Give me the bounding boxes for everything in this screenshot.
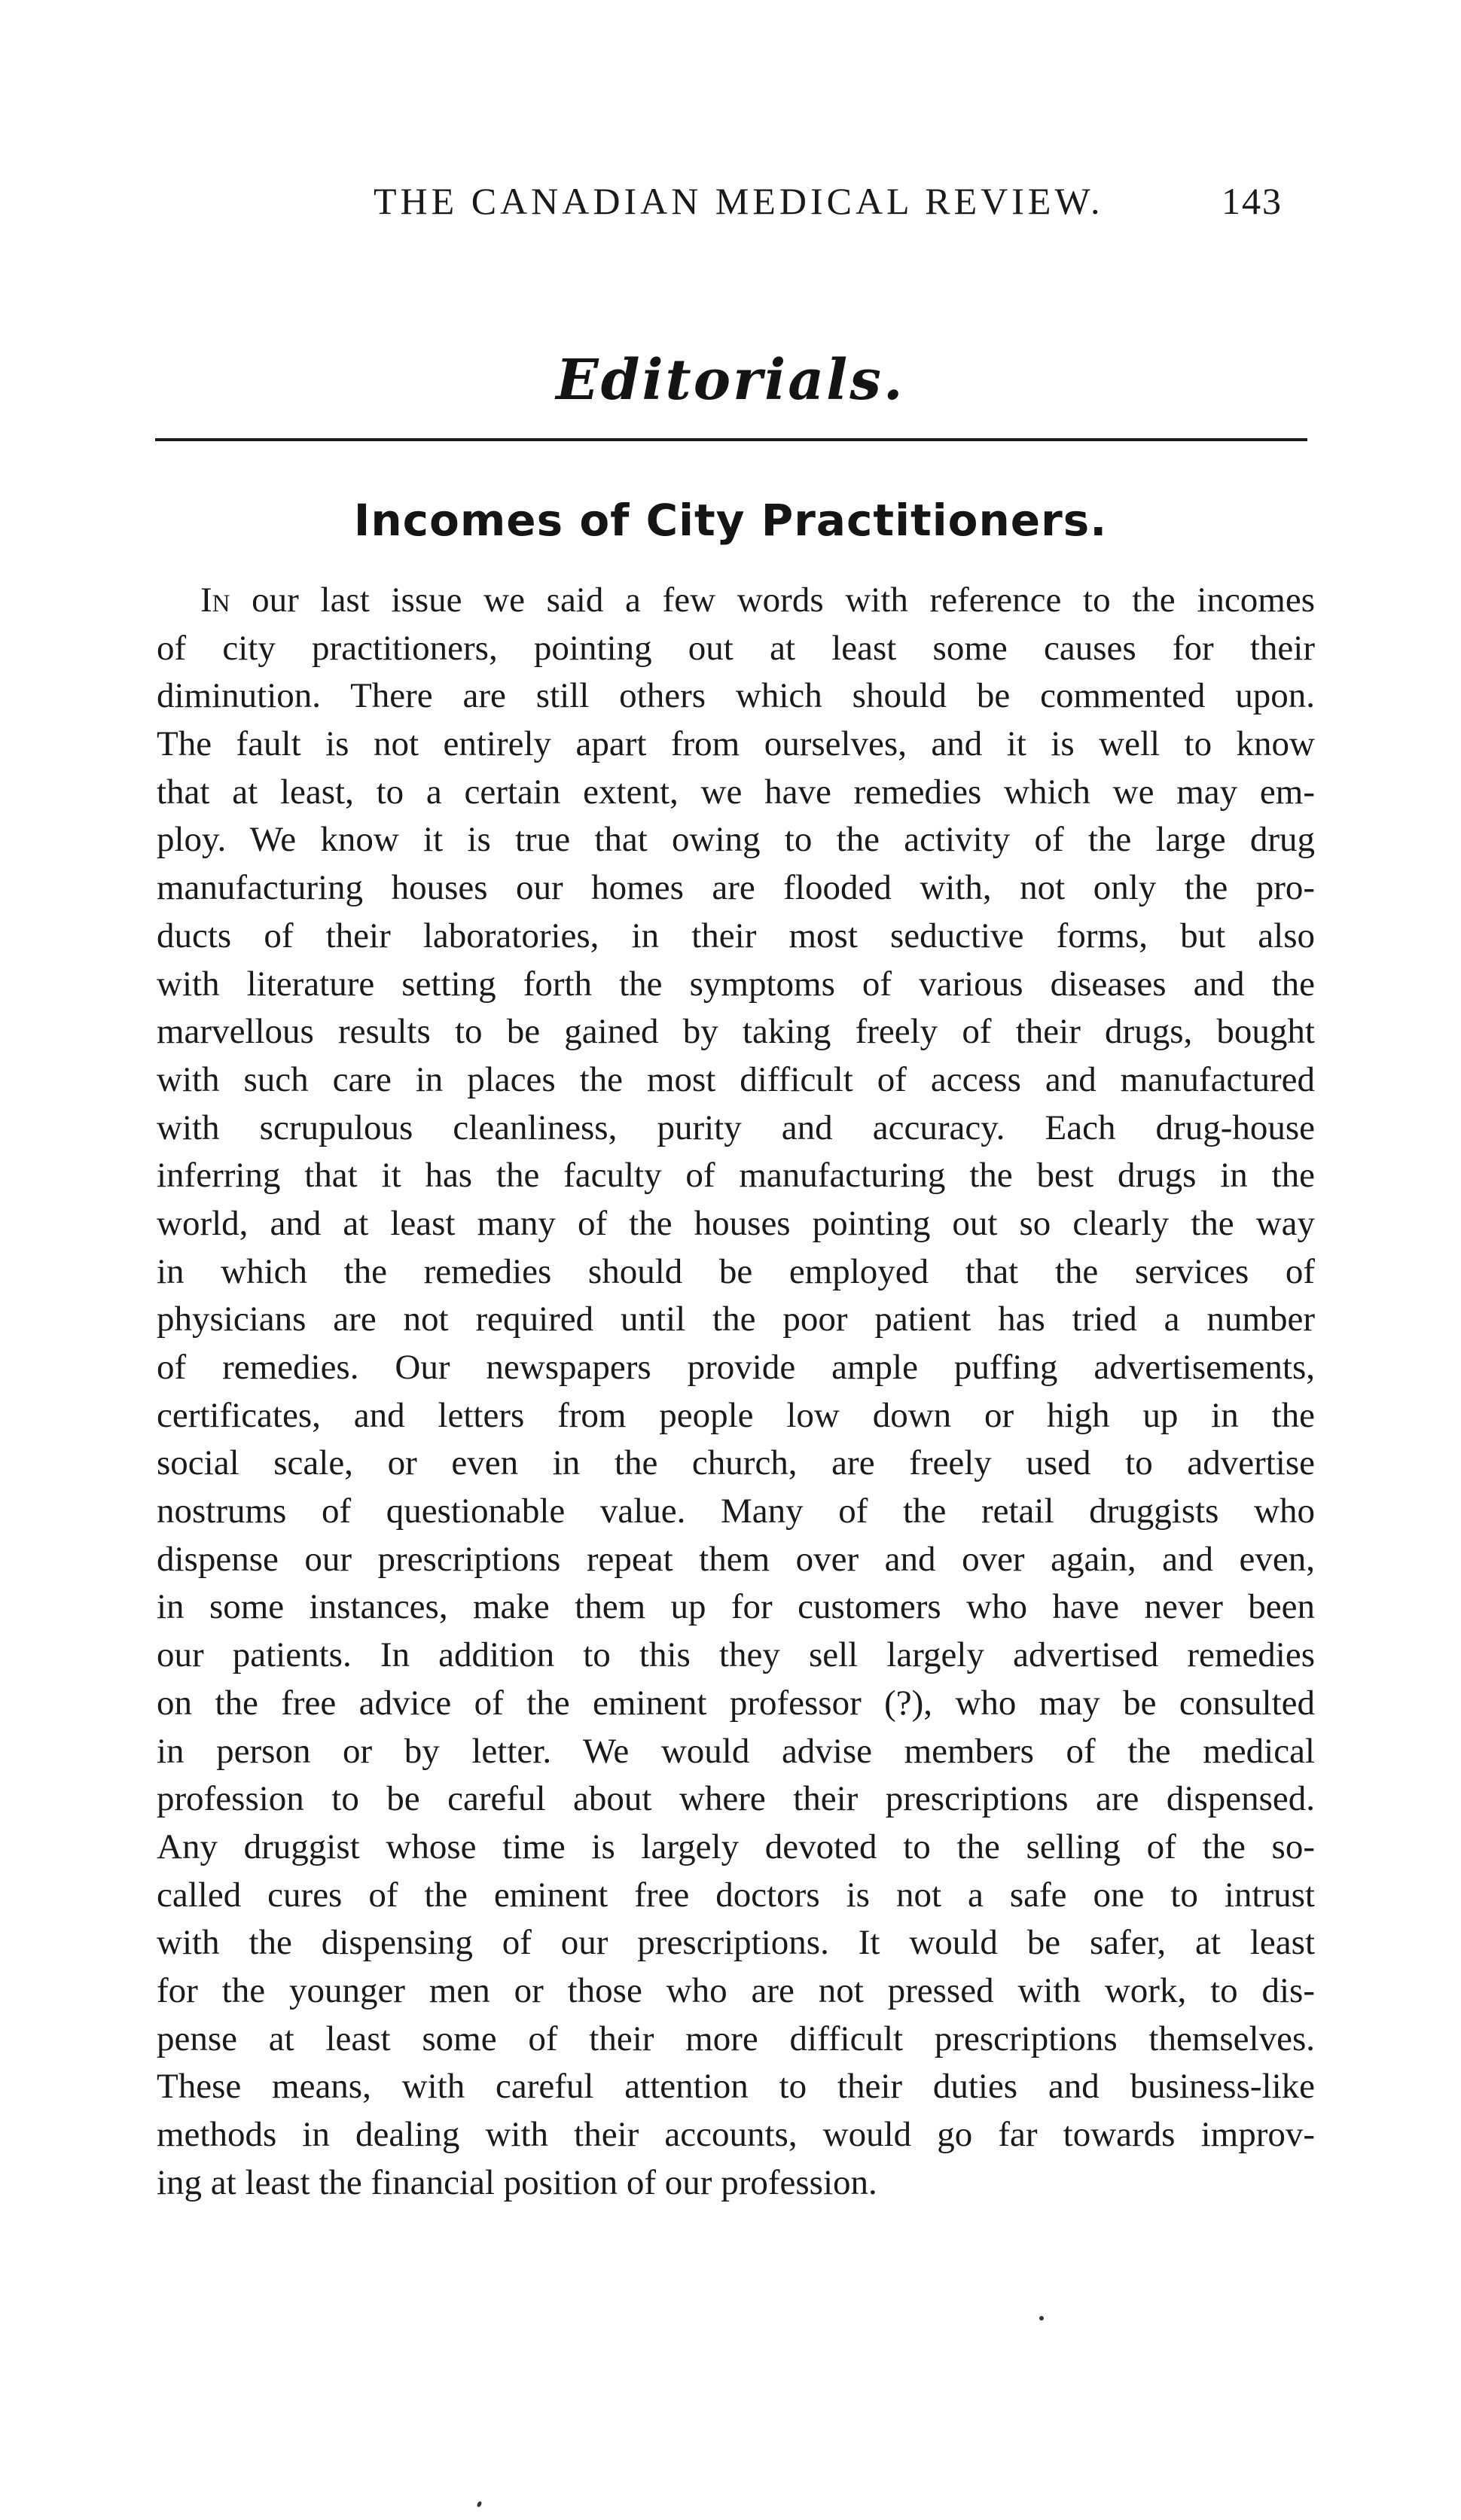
body-line: inferring that it has the faculty of manufacturing the best drugs in the: [157, 1156, 1315, 1196]
body-line: manufacturing houses our homes are flooded with, not only the pro-: [157, 868, 1315, 908]
body-line: These means, with careful attention to their duties and business-like: [157, 2067, 1315, 2107]
body-line: [157, 577, 1315, 625]
body-line: pense at least some of their more difficult prescriptions themselves.: [157, 2019, 1315, 2058]
body-line: with literature setting forth the symptoms of various diseases and the: [157, 964, 1315, 1004]
body-line: in which the remedies should be employed that the services of: [157, 1251, 1315, 1291]
body-line: world, and at least many of the houses pointing out so clearly the way: [157, 1203, 1315, 1243]
running-head: [0, 175, 1461, 227]
body-line: of city practitioners, pointing out at least some causes for their: [157, 628, 1315, 668]
body-line: ing at least the financial position of our profession.: [157, 2162, 877, 2202]
section-title: Editorials.: [556, 348, 905, 413]
body-line: methods in dealing with their accounts, would go far towards improv-: [157, 2115, 1315, 2154]
article-body: [157, 577, 1315, 2207]
dropcap-word: In: [200, 580, 230, 620]
body-line: The fault is not entirely apart from ourselves, and it is well to know: [157, 724, 1315, 764]
body-line: on the free advice of the eminent professor (?), who may be consulted: [157, 1683, 1315, 1723]
body-line: of remedies. Our newspapers provide ample puffing advertisements,: [157, 1348, 1315, 1387]
body-line: with scrupulous cleanliness, purity and accuracy. Each drug-house: [157, 1108, 1315, 1147]
body-line: with such care in places the most difficult of access and manufactured: [157, 1059, 1315, 1099]
body-line: that at least, to a certain extent, we have remedies which we may em-: [157, 772, 1315, 812]
body-line: Any druggist whose time is largely devoted to the selling of the so-: [157, 1827, 1315, 1866]
body-line: in person or by letter. We would advise members of the medical: [157, 1731, 1315, 1771]
body-line: profession to be careful about where their prescriptions are dispensed.: [157, 1779, 1315, 1819]
body-line: physicians are not required until the poor patient has tried a number: [157, 1300, 1315, 1339]
body-line: called cures of the eminent free doctors is not a safe one to intrust: [157, 1875, 1315, 1915]
body-line: with the dispensing of our prescriptions. It would be safer, at least: [157, 1923, 1315, 1963]
page-number: 143: [1222, 180, 1283, 222]
body-line: for the younger men or those who are not pressed with work, to dis-: [157, 1970, 1315, 2010]
body-line: dispense our prescriptions repeat them over and over again, and even,: [157, 1539, 1315, 1579]
stray-ink-dot: [1039, 2316, 1044, 2320]
first-line-text: our last issue we said a few words with reference to the incomes: [230, 580, 1315, 620]
section-divider: [155, 438, 1307, 441]
body-line: certificates, and letters from people low down or high up in the: [157, 1395, 1315, 1435]
body-line: marvellous results to be gained by taking freely of their drugs, bought: [157, 1012, 1315, 1052]
body-line: in some instances, make them up for customers who have never been: [157, 1587, 1315, 1627]
body-line: ducts of their laboratories, in their most seductive forms, but also: [157, 916, 1315, 955]
article-title: Incomes of City Practitioners.: [353, 495, 1108, 546]
body-line: diminution. There are still others which should be commented upon.: [157, 676, 1315, 716]
body-line: nostrums of questionable value. Many of the retail druggists who: [157, 1492, 1315, 1531]
body-line: ploy. We know it is true that owing to the activity of the large drug: [157, 820, 1315, 860]
stray-ink-dot: [476, 2500, 482, 2507]
body-line: social scale, or even in the church, are freely used to advertise: [157, 1443, 1315, 1483]
journal-title: THE CANADIAN MEDICAL REVIEW.: [374, 180, 1104, 222]
body-line: our patients. In addition to this they sell largely advertised remedies: [157, 1635, 1315, 1675]
